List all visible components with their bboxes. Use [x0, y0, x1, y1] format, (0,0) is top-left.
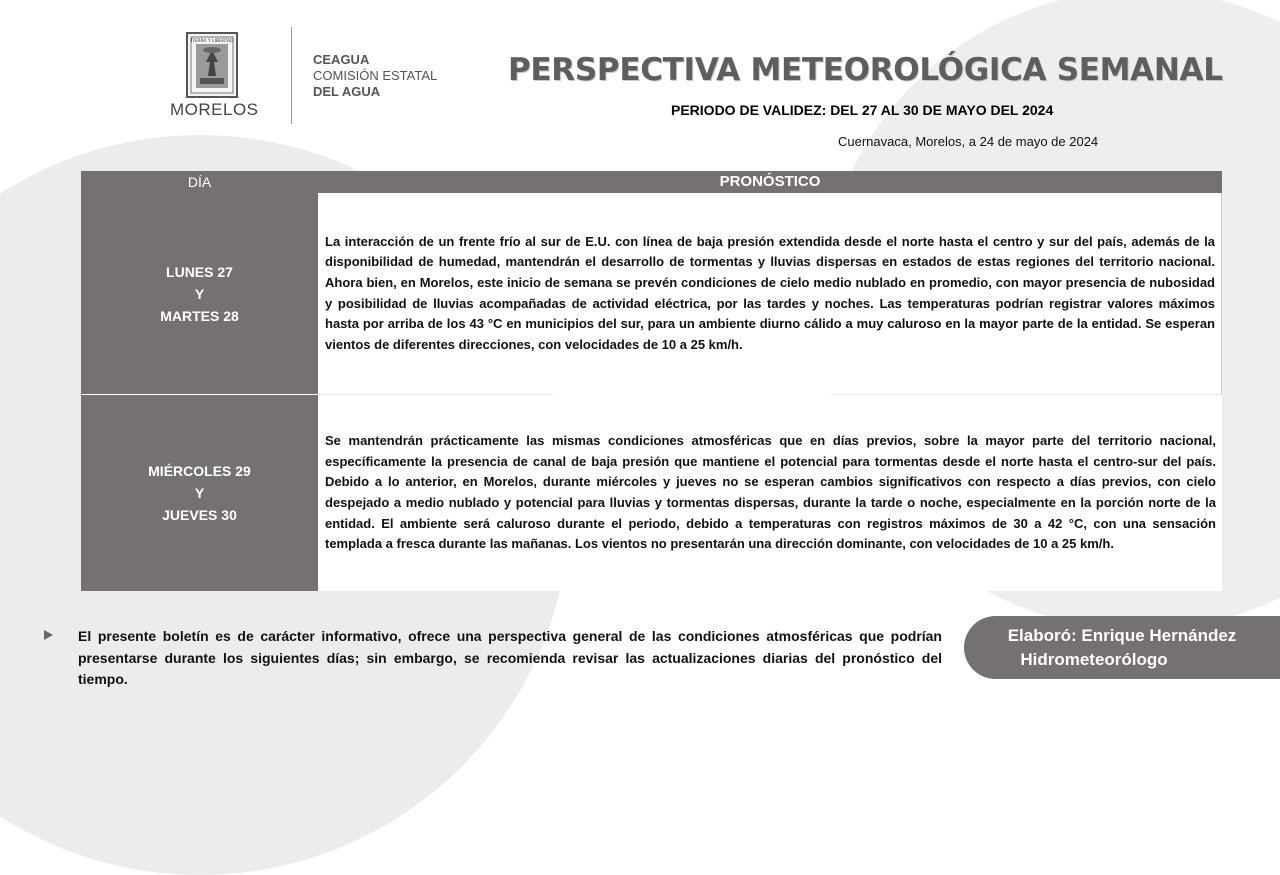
author-name: Elaboró: Enrique Hernández [1007, 626, 1237, 645]
day-label: MARTES 28 [160, 307, 239, 324]
column-header-day: DÍA [81, 171, 318, 193]
day-label: JUEVES 30 [162, 507, 237, 523]
forecast-text: Se mantendrán prácticamente las mismas condiciones atmosféricas que en días previos, sobre la mayor parte del territorio nacional, específicamente la presencia de canal de baja presión que mantiene el potencial para tormentas desde el norte hasta el centro-sur del país. Debido a lo anterior, en Morelos, durante miércoles y jueves no se esperan cambios significativos con respecto a días previos, con cielo despejado a medio nublado y potencial para lluvias y tormentas dispersas, durante la tarde o noche, especialmente en la porción norte de la entidad. El ambiente será caluroso durante el periodo, debido a temperaturas con registros máximos de 30 a 42 °C, con una sensación templada a fresca durante las mañanas. Los vientos no presentarán una dirección dominante, con velocidades de 10 a 25 km/h. [325, 433, 1216, 552]
emblem-text: TIERRA Y LIBERTAD [190, 39, 234, 44]
disclaimer-text: El presente boletín es de carácter informativo, ofrece una perspectiva general de las condiciones atmosféricas que podrían presentarse durante los siguientes días; sin embargo, se recomienda revisar las actualizaciones diarias del pronóstico del tiempo. [78, 628, 942, 687]
forecast-cell-monday-tuesday [318, 193, 1222, 394]
column-header-forecast: PRONÓSTICO [318, 171, 1222, 193]
day-label: MIÉRCOLES 29 [148, 463, 251, 479]
validity-period: PERIODO DE VALIDEZ: DEL 27 AL 30 DE MAYO DEL 2024 [671, 102, 1054, 118]
triangle-bullet-icon [44, 630, 53, 640]
day-cell-monday-tuesday [81, 193, 318, 395]
author-badge [964, 616, 1280, 679]
day-connector: Y [194, 285, 205, 302]
author-role: Hidrometeorólogo [1020, 650, 1168, 669]
forecast-cell-wednesday-thursday [318, 395, 1222, 591]
morelos-emblem-icon [186, 32, 238, 98]
agency-logo-text [313, 52, 437, 100]
header-divider [291, 27, 292, 124]
agency-name-line2: COMISIÓN ESTATAL [313, 68, 438, 83]
day-cell-wednesday-thursday [81, 395, 318, 591]
page-title: PERSPECTIVA METEOROLÓGICA SEMANAL [508, 52, 1223, 88]
agency-name-line3: DEL AGUA [313, 84, 381, 99]
state-name: MORELOS [170, 100, 259, 119]
day-label: LUNES 27 [166, 263, 233, 280]
agency-abbreviation: CEAGUA [313, 52, 370, 67]
location-date: Cuernavaca, Morelos, a 24 de mayo de 2024 [838, 134, 1099, 149]
day-connector: Y [194, 485, 205, 501]
forecast-text: La interacción de un frente frío al sur de E.U. con línea de baja presión extendida desde el norte hasta el centro y sur del país, además de la disponibilidad de humedad, mantendrán el desarrollo de tormentas y lluvias dispersas en estados de estas regiones del territorio nacional. Ahora bien, en Morelos, este inicio de semana se prevén condiciones de cielo medio nublado en promedio, con mayor presencia de nubosidad y posibilidad de lluvias acompañadas de actividad eléctrica, por las tardes y noches. Las temperaturas podrían registrar valores máximos hasta por arriba de los 43 °C en municipios del sur, para un ambiente diurno cálido a muy caluroso en la mayor parte de la entidad. Se esperan vientos de diferentes direcciones, con velocidades de 10 a 25 km/h. [325, 233, 1215, 352]
forecast-table [81, 171, 1222, 591]
